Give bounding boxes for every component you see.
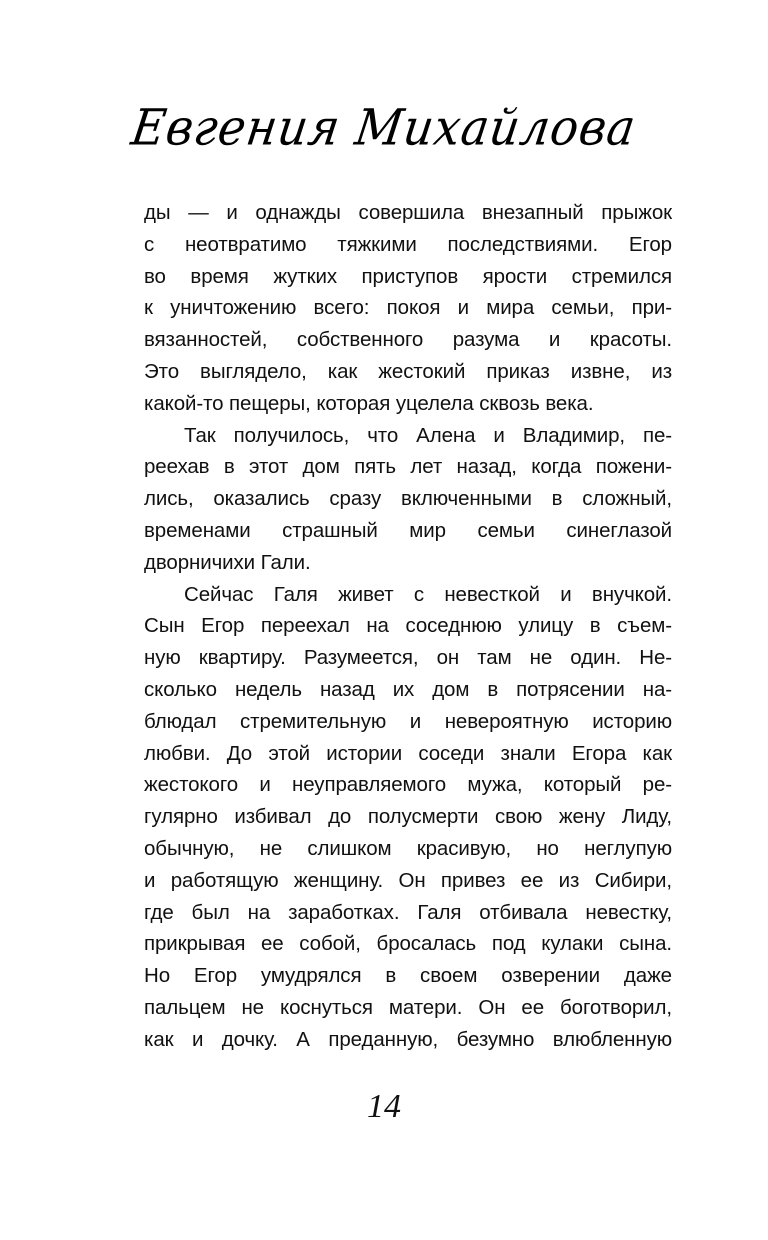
paragraph-last-line: какой-то пещеры, которая уцелела сквозь века.	[144, 391, 594, 415]
text-line: обычную, не слишком красивую, но неглупую	[144, 836, 672, 860]
text-line: реехав в этот дом пять лет назад, когда пожени-	[144, 455, 672, 479]
text-line: жестокого и неуправляемого мужа, который ре-	[144, 773, 672, 797]
body-text	[144, 197, 672, 1056]
text-line: Сын Егор переехал на соседнюю улицу в съем-	[144, 614, 672, 638]
paragraph-first-line: Так получилось, что Алена и Владимир, пе-	[184, 423, 672, 447]
text-line: ную квартиру. Разумеется, он там не один. Не-	[144, 646, 672, 670]
text-line: где был на заработках. Галя отбивала невестку,	[144, 900, 672, 924]
text-line: лись, оказались сразу включенными в сложный,	[144, 487, 672, 511]
text-line: сколько недель назад их дом в потрясении на-	[144, 677, 672, 701]
text-line: прикрывая ее собой, бросалась под кулаки сына.	[144, 932, 672, 956]
text-line: Но Егор умудрялся в своем озверении даже	[144, 964, 672, 988]
text-line: временами страшный мир семьи синеглазой	[144, 518, 672, 542]
text-line: к уничтожению всего: покоя и мира семьи, при-	[144, 296, 672, 320]
author-name-header: Евгения Михайлова	[128, 97, 640, 157]
running-header	[0, 92, 768, 172]
text-line: гулярно избивал до полусмерти свою жену Лиду,	[144, 805, 672, 829]
text-line: Это выглядело, как жестокий приказ извне, из	[144, 359, 672, 383]
text-line: ды — и однажды совершила внезапный прыжок	[144, 201, 672, 224]
text-line: блюдал стремительную и невероятную историю	[144, 709, 672, 733]
paragraph-last-line: дворничихи Гали.	[144, 550, 311, 574]
text-line: как и дочку. А преданную, безумно влюбленную	[144, 1027, 672, 1051]
text-line: во время жутких приступов ярости стремился	[144, 264, 672, 288]
page-number: 14	[367, 1088, 401, 1125]
paragraph-first-line: Сейчас Галя живет с невесткой и внучкой.	[184, 582, 672, 606]
text-line: пальцем не коснуться матери. Он ее боготворил,	[144, 995, 672, 1019]
text-line: и работящую женщину. Он привез ее из Сибири,	[144, 868, 672, 892]
text-line: любви. До этой истории соседи знали Егора как	[144, 741, 672, 765]
text-line: вязанностей, собственного разума и красоты.	[144, 328, 672, 352]
text-line: с неотвратимо тяжкими последствиями. Егор	[144, 232, 672, 256]
